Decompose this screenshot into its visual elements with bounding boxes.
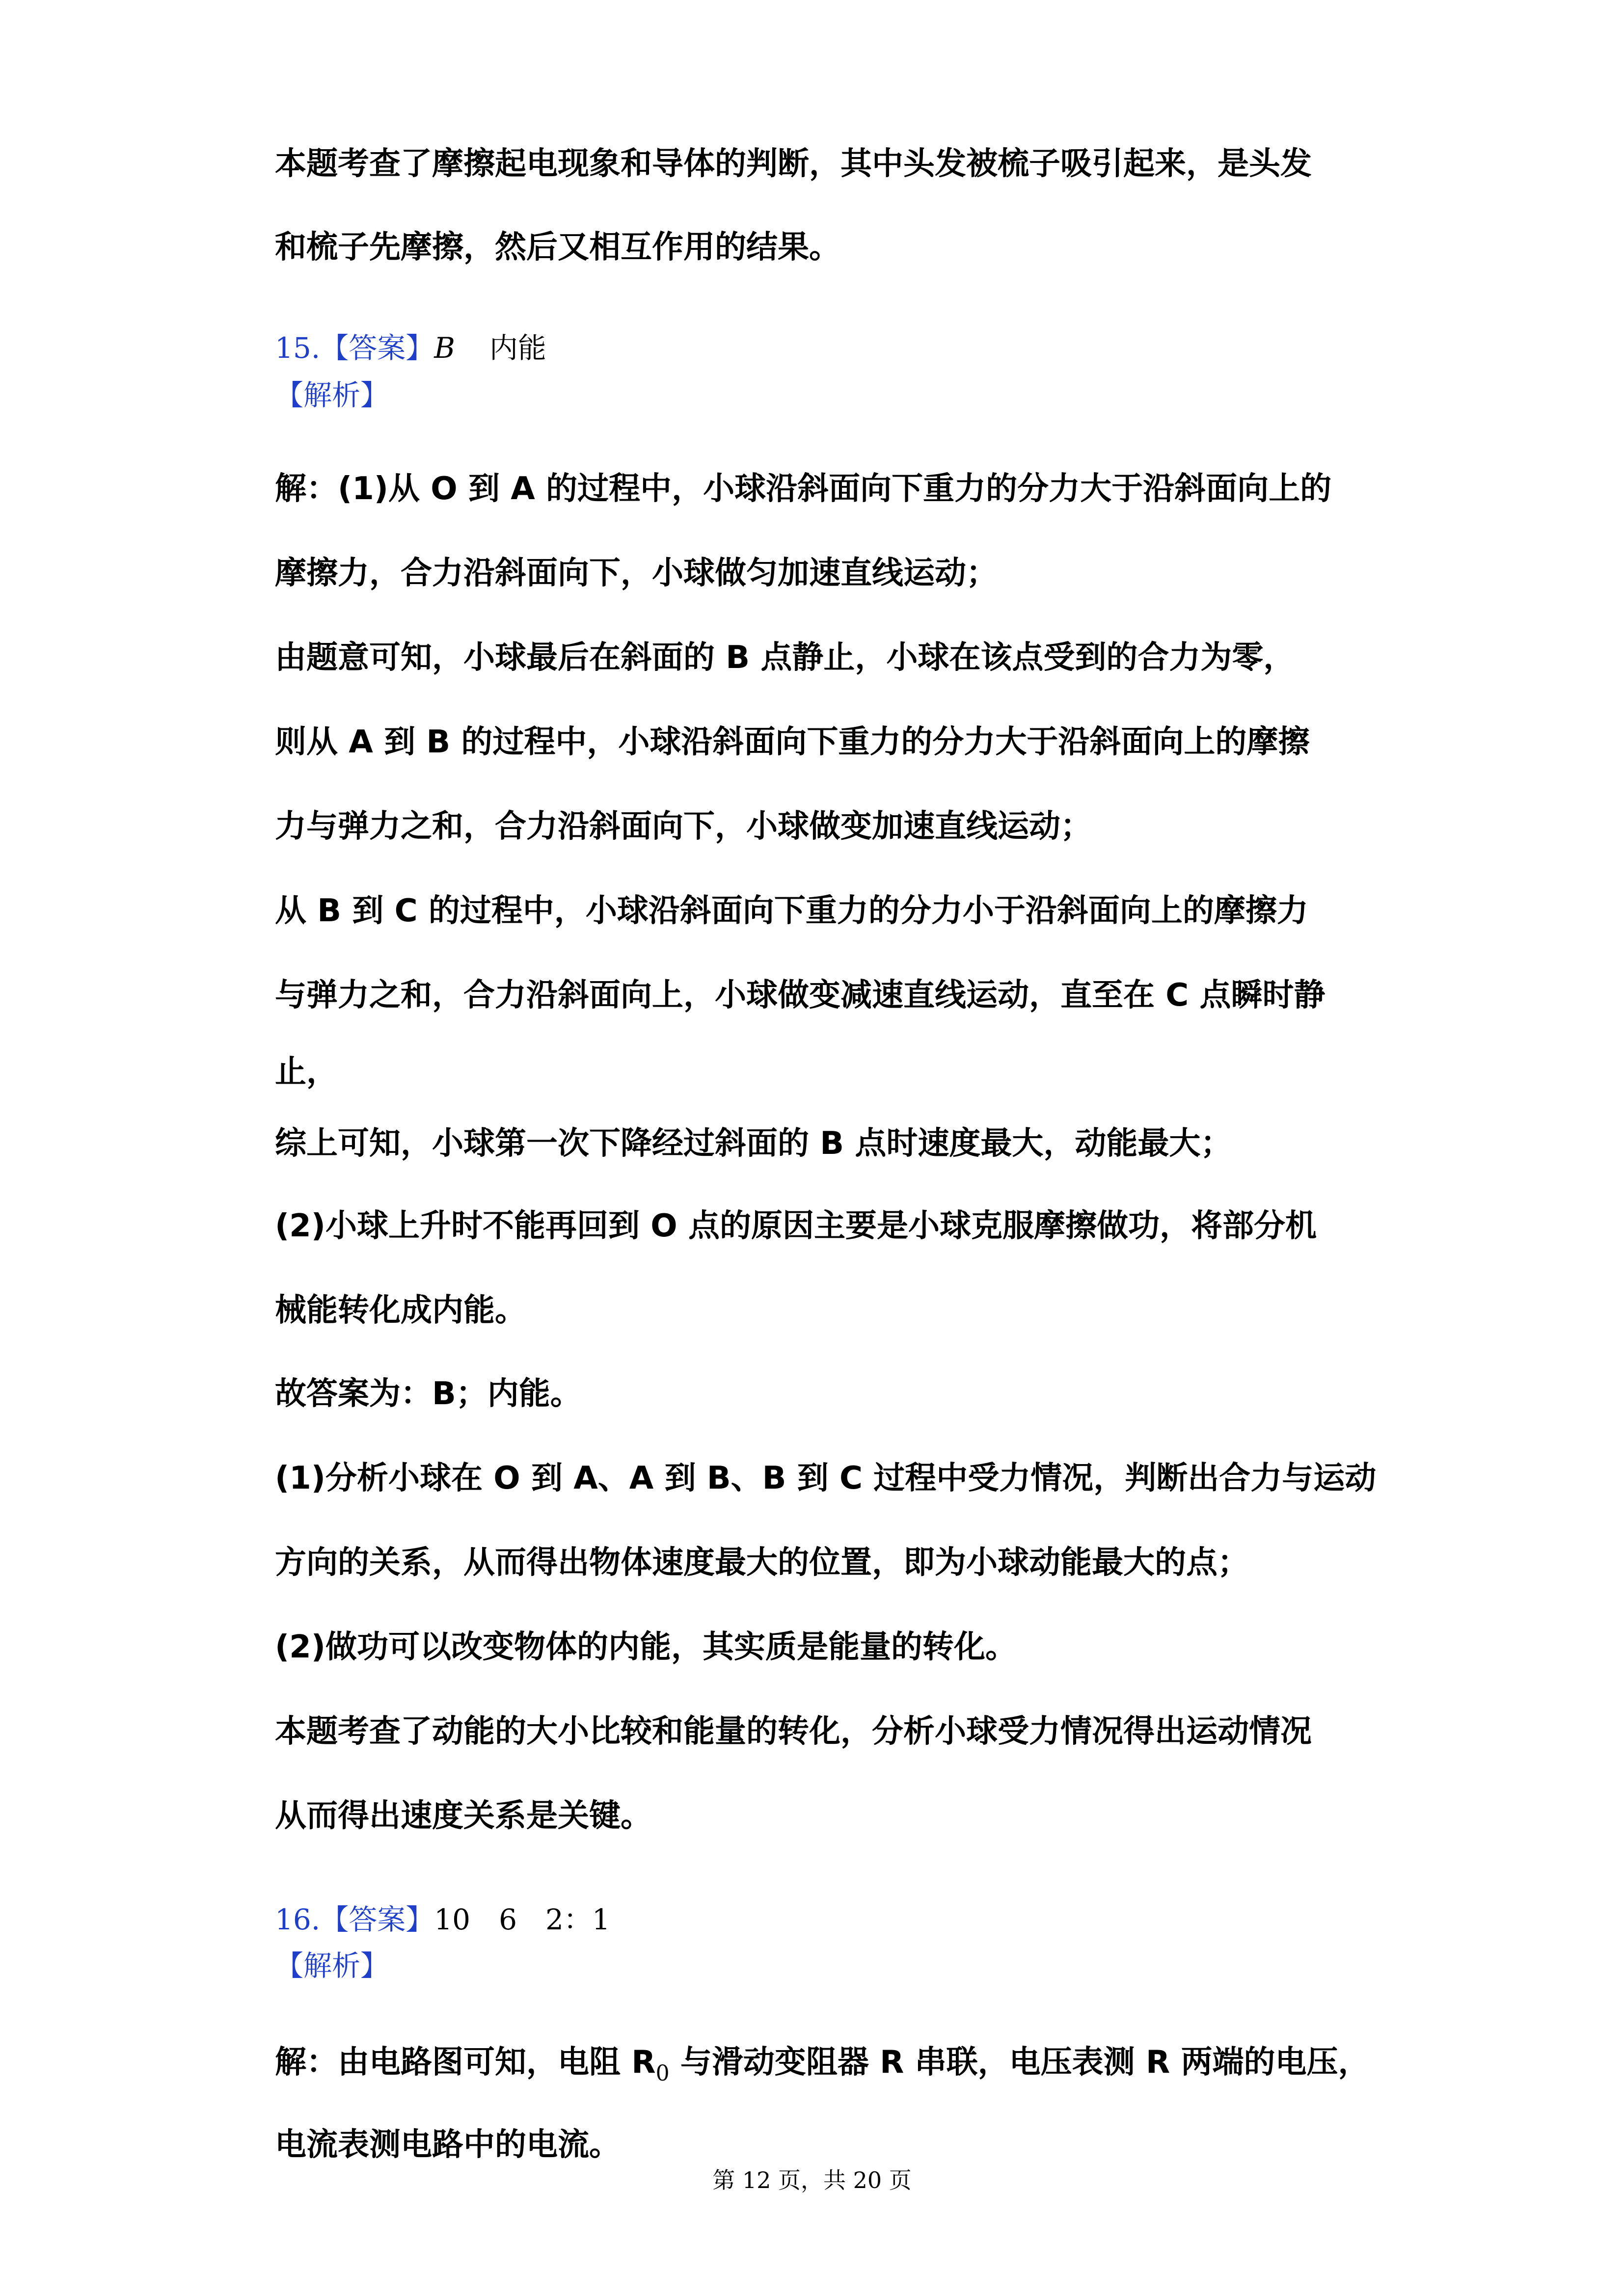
q15-analysis-line: 综上可知，小球第一次下降经过斜面的 B 点时速度最大，动能最大； <box>275 1125 1232 1162</box>
q15-analysis-line: 本题考查了动能的大小比较和能量的转化，分析小球受力情况得出运动情况 <box>275 1713 1312 1750</box>
q16-answer-tag: 【答案】 <box>320 1903 434 1936</box>
q15-answer-b: 内能 <box>489 331 546 365</box>
q16-line1-text-a: 解：由电路图可知，电阻 R <box>275 2044 656 2081</box>
q15-analysis-line: 方向的关系，从而得出物体速度最大的位置，即为小球动能最大的点； <box>275 1545 1249 1581</box>
q15-analysis-line: 故答案为：B；内能。 <box>275 1376 582 1412</box>
q15-analysis-line: (2)做功可以改变物体的内能，其实质是能量的转化。 <box>275 1629 1017 1665</box>
q16-analysis-line-2: 电流表测电路中的电流。 <box>275 2127 621 2163</box>
q15-analysis-line: 由题意可知，小球最后在斜面的 B 点静止，小球在该点受到的合力为零， <box>275 640 1295 676</box>
q15-number: 15. <box>275 331 321 365</box>
page-footer: 第 12 页，共 20 页 <box>712 2167 912 2193</box>
q16-analysis-line-1 <box>275 2043 1370 2093</box>
q16-answer-values: 10 6 2：1 <box>434 1903 610 1936</box>
q15-analysis-line: 与弹力之和，合力沿斜面向上，小球做变减速直线运动，直至在 C 点瞬时静 <box>275 977 1326 1014</box>
q15-analysis-tag: 【解析】 <box>275 378 389 412</box>
q15-analysis-line: 止， <box>275 1054 338 1090</box>
q15-analysis-line: 摩擦力，合力沿斜面向下，小球做匀加速直线运动； <box>275 555 998 591</box>
q15-analysis-line: 从而得出速度关系是关键。 <box>275 1798 652 1834</box>
q16-number: 16. <box>275 1903 321 1936</box>
q15-analysis-line: 则从 A 到 B 的过程中，小球沿斜面向下重力的分力大于沿斜面向上的摩擦 <box>275 724 1310 760</box>
q14-summary-line-2: 和梳子先摩擦，然后又相互作用的结果。 <box>275 229 840 266</box>
q15-analysis-line: (2)小球上升时不能再回到 O 点的原因主要是小球克服摩擦做功，将部分机 <box>275 1208 1317 1244</box>
q15-analysis-line: 解：(1)从 O 到 A 的过程中，小球沿斜面向下重力的分力大于沿斜面向上的 <box>275 471 1332 507</box>
q16-analysis-tag: 【解析】 <box>275 1949 389 1982</box>
q16-line1-text-b: 与滑动变阻器 R 串联，电压表测 R 两端的电压， <box>669 2044 1370 2081</box>
q15-answer-a: B <box>434 331 455 365</box>
q15-analysis-line: 力与弹力之和，合力沿斜面向下，小球做变加速直线运动； <box>275 808 1092 845</box>
q16-line1-subscript: 0 <box>655 2061 670 2086</box>
q15-answer-row <box>275 331 546 365</box>
q15-analysis-line: 从 B 到 C 的过程中，小球沿斜面向下重力的分力小于沿斜面向上的摩擦力 <box>275 893 1308 929</box>
q16-answer-row <box>275 1902 610 1937</box>
q15-answer-tag: 【答案】 <box>320 331 434 365</box>
q15-analysis-line: (1)分析小球在 O 到 A、A 到 B、B 到 C 过程中受力情况，判断出合力与运动 <box>275 1460 1377 1496</box>
q14-summary-line-1: 本题考查了摩擦起电现象和导体的判断，其中头发被梳子吸引起来，是头发 <box>275 146 1312 182</box>
q15-analysis-line: 械能转化成内能。 <box>275 1292 526 1329</box>
